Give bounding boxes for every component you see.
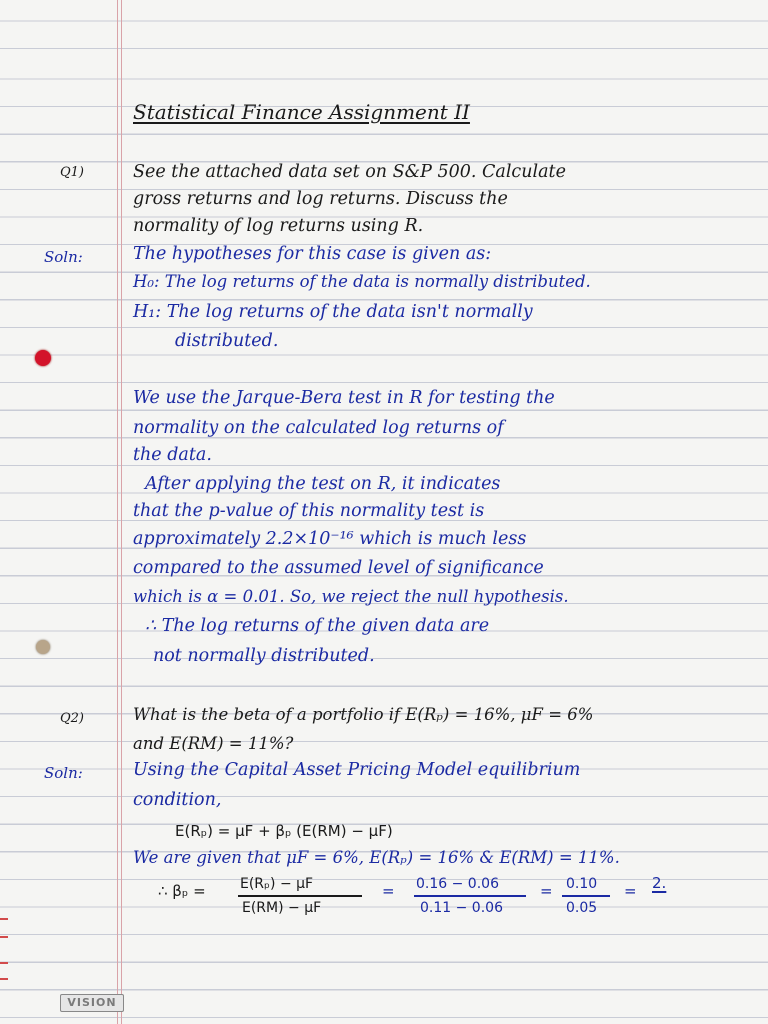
solution-label: Soln: xyxy=(44,764,83,782)
answer-line: normality on the calculated log returns of xyxy=(133,418,504,438)
fraction-bar xyxy=(238,895,362,897)
binder-hole-tan xyxy=(36,640,50,654)
answer-line: condition, xyxy=(133,790,222,810)
question-number: Q2) xyxy=(60,711,85,726)
question-line: normality of log returns using R. xyxy=(133,216,424,236)
answer-line: We use the Jarque-Bera test in R for testing the xyxy=(133,388,555,408)
equals-sign: = xyxy=(624,882,637,900)
question-line: and E(RM) = 11%? xyxy=(133,734,294,753)
fraction-bar xyxy=(562,895,610,897)
margin-line xyxy=(121,0,122,1024)
answer-line: The hypotheses for this case is given as: xyxy=(133,244,492,264)
beta-result: 2. xyxy=(652,874,667,892)
fraction-denominator: 0.05 xyxy=(566,900,598,916)
equals-sign: = xyxy=(540,882,553,900)
edge-marks xyxy=(0,0,10,1024)
fraction-bar xyxy=(414,895,526,897)
margin-line xyxy=(117,0,118,1024)
fraction-numerator: 0.16 − 0.06 xyxy=(416,876,499,892)
equals-sign: = xyxy=(382,882,395,900)
fraction-numerator: 0.10 xyxy=(566,876,598,892)
beta-lhs: ∴ βₚ = xyxy=(158,882,206,900)
answer-line: We are given that μF = 6%, E(Rₚ) = 16% & E(RM) = 11%. xyxy=(133,848,620,867)
question-line: See the attached data set on S&P 500. Calculate xyxy=(133,162,566,182)
answer-line: approximately 2.2×10⁻¹⁶ which is much less xyxy=(133,529,527,549)
answer-line: ∴ The log returns of the given data are xyxy=(145,616,490,636)
answer-line: H₀: The log returns of the data is normally distributed. xyxy=(133,272,591,291)
answer-line: distributed. xyxy=(175,331,279,351)
solution-label: Soln: xyxy=(44,248,83,266)
answer-line: not normally distributed. xyxy=(153,646,375,666)
answer-line: the data. xyxy=(133,445,212,465)
question-line: What is the beta of a portfolio if E(Rₚ) = 16%, μF = 6% xyxy=(133,705,594,724)
notebook-brand-logo: VISION xyxy=(60,994,124,1012)
capm-equation: E(Rₚ) = μF + βₚ (E(RM) − μF) xyxy=(175,822,393,840)
answer-line: Using the Capital Asset Pricing Model equilibrium xyxy=(133,760,581,780)
answer-line: After applying the test on R, it indicates xyxy=(145,474,501,494)
fraction-denominator: E(RM) − μF xyxy=(242,900,322,916)
question-line: gross returns and log returns. Discuss the xyxy=(133,189,508,209)
answer-line: which is α = 0.01. So, we reject the null hypothesis. xyxy=(133,587,569,606)
fraction-numerator: E(Rₚ) − μF xyxy=(240,876,314,892)
answer-line: compared to the assumed level of significance xyxy=(133,558,544,578)
answer-line: H₁: The log returns of the data isn't normally xyxy=(133,302,533,322)
fraction-denominator: 0.11 − 0.06 xyxy=(420,900,503,916)
page-title: Statistical Finance Assignment II xyxy=(133,100,470,124)
binder-hole-red xyxy=(35,350,51,366)
question-number: Q1) xyxy=(60,165,85,180)
answer-line: that the p-value of this normality test is xyxy=(133,501,485,521)
